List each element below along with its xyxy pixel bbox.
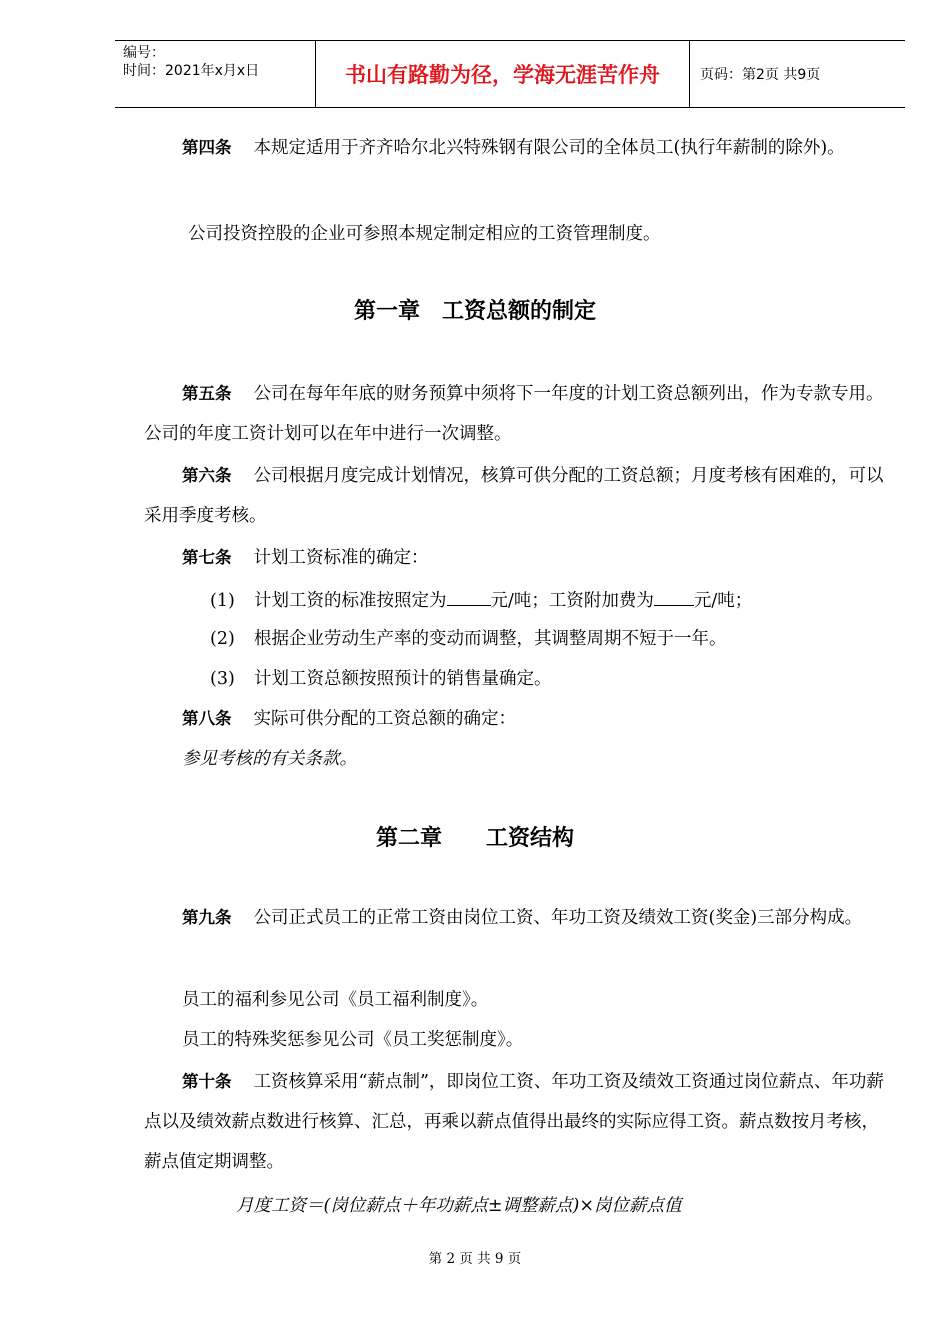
list-item [210,627,727,651]
header-page-number: 页码：第2页 共9页 [700,67,821,83]
chapter-2-title: 第二章 工资结构 [375,826,574,851]
item-number: (3) [210,669,235,689]
item-number: (1) [210,591,235,611]
article-label: 第六条 [182,466,232,485]
article-9-note-rewards: 员工的特殊奖惩参见公司《员工奖惩制度》。 [182,1030,524,1050]
article-label: 第十条 [182,1072,232,1091]
article-4 [144,128,884,168]
article-label: 第七条 [182,548,232,567]
item-text: 根据企业劳动生产率的变动而调整，其调整周期不短于一年。 [254,629,727,649]
article-label: 第八条 [182,709,232,728]
article-text: 实际可供分配的工资总额的确定： [253,709,516,729]
article-9 [144,898,884,938]
header-motto: 书山有路勤为径，学海无涯苦作舟 [316,41,690,107]
article-text: 公司正式员工的正常工资由岗位工资、年功工资及绩效工资(奖金)三部分构成。 [253,908,863,928]
item-text: 计划工资总额按照预计的销售量确定。 [254,669,552,689]
page-header [115,40,905,108]
page-footer: 第 2 页 共 9 页 [428,1251,522,1267]
article-text: 计划工资标准的确定： [253,548,429,568]
time-label: 时间：2021年x月x日 [123,63,260,79]
serial-label: 编号： [123,45,165,61]
item-text: 计划工资的标准按照定为 [254,591,447,611]
article-7 [182,546,429,570]
article-5 [144,374,884,454]
article-text: 公司在每年年底的财务预算中须将下一年度的计划工资总额列出，作为专款专用。公司的年度工资计划可以在年中进行一次调整。 [144,384,884,444]
fill-blank [654,587,694,606]
article-9-note-welfare: 员工的福利参见公司《员工福利制度》。 [182,990,489,1010]
article-label: 第五条 [182,384,232,403]
article-10 [144,1062,884,1182]
salary-formula: 月度工资＝(岗位薪点＋年功薪点±调整薪点)×岗位薪点值 [236,1196,682,1216]
item-text: 元/吨；工资附加费为 [490,591,654,611]
list-item [210,587,752,613]
article-6 [144,456,884,536]
fill-blank [447,587,491,606]
article-label: 第四条 [182,138,232,157]
item-text: 元/吨； [693,591,753,611]
article-label: 第九条 [182,908,232,927]
article-4-note: 公司投资控股的企业可参照本规定制定相应的工资管理制度。 [188,224,661,244]
item-number: (2) [210,629,235,649]
article-8 [182,707,516,731]
header-meta [115,41,316,107]
article-text: 工资核算采用“薪点制”，即岗位工资、年功工资及绩效工资通过岗位薪点、年功薪点以及绩效薪点数进行核算、汇总，再乘以薪点值得出最终的实际应得工资。薪点数按月考核，薪点值定期调整。 [144,1072,884,1172]
article-8-note: 参见考核的有关条款。 [182,749,357,769]
article-text: 本规定适用于齐齐哈尔北兴特殊钢有限公司的全体员工(执行年薪制的除外)。 [253,138,845,158]
article-text: 公司根据月度完成计划情况，核算可供分配的工资总额；月度考核有困难的，可以采用季度考核。 [144,466,884,526]
list-item [210,667,552,691]
chapter-1-title: 第一章 工资总额的制定 [353,299,596,324]
